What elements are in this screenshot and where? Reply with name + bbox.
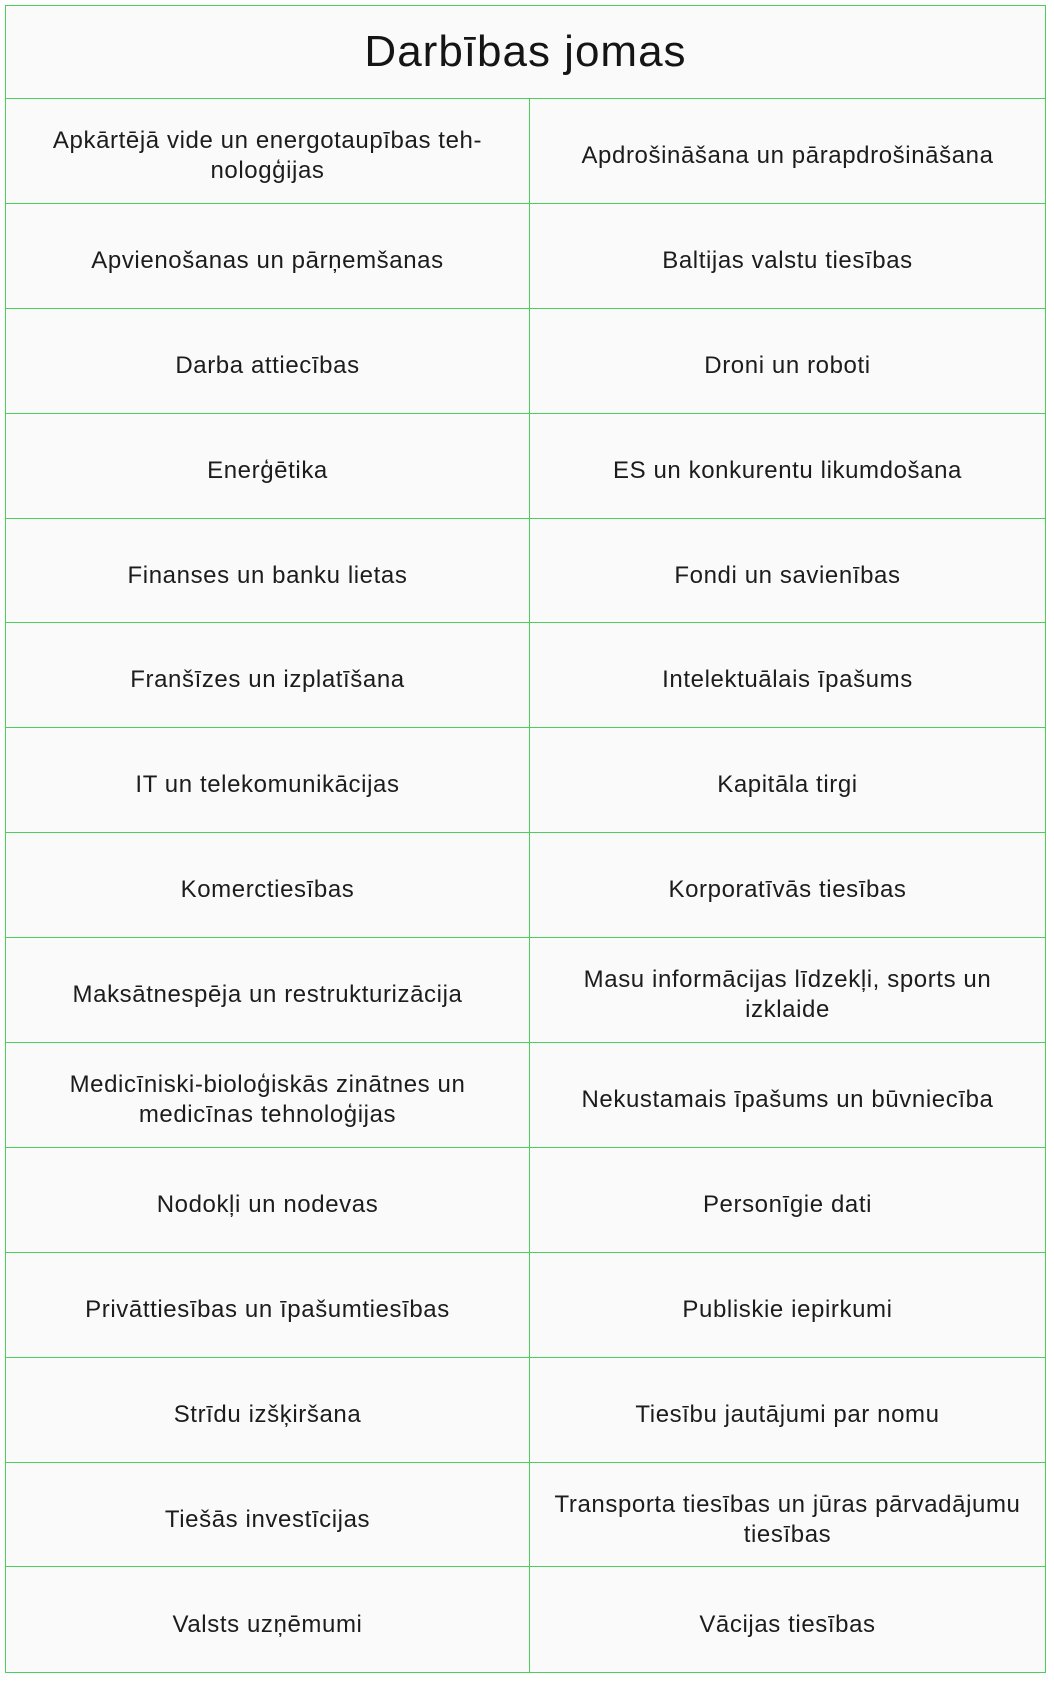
practice-area-cell: Strīdu izšķiršana	[6, 1358, 530, 1463]
practice-area-cell: Kapitāla tirgi	[530, 728, 1045, 833]
practice-area-cell: Tiešās investīcijas	[6, 1463, 530, 1568]
practice-area-cell: Darba attiecības	[6, 309, 530, 414]
practice-area-cell: Privāttiesības un īpašumtiesības	[6, 1253, 530, 1358]
practice-area-cell: Baltijas valstu tiesības	[530, 204, 1045, 309]
practice-area-cell: Franšīzes un izplatīšana	[6, 623, 530, 728]
table-body	[6, 99, 1045, 1672]
practice-area-cell: Masu informācijas līdzekļi, sports un izklaide	[530, 938, 1045, 1043]
practice-area-cell: Publiskie iepirkumi	[530, 1253, 1045, 1358]
practice-area-cell: Maksātnespēja un restrukturizācija	[6, 938, 530, 1043]
practice-area-cell: Tiesību jautājumi par nomu	[530, 1358, 1045, 1463]
practice-area-cell: Apvienošanas un pārņemšanas	[6, 204, 530, 309]
practice-areas-table	[5, 5, 1046, 1673]
practice-area-cell: Enerģētika	[6, 414, 530, 519]
practice-area-cell: Apkārtējā vide un energotaupības teh-nologģijas	[6, 99, 530, 204]
practice-area-cell: Nekustamais īpašums un būvniecība	[530, 1043, 1045, 1148]
practice-area-cell: Medicīniski-bioloģiskās zinātnes un medicīnas tehnoloģijas	[6, 1043, 530, 1148]
practice-area-cell: Vācijas tiesības	[699, 1610, 876, 1638]
practice-area-cell: ES un konkurentu likumdošana	[530, 414, 1045, 519]
practice-area-cell: Fondi un savienības	[530, 519, 1045, 624]
practice-area-cell: Korporatīvās tiesības	[530, 833, 1045, 938]
practice-area-cell: Nodokļi un nodevas	[6, 1148, 530, 1253]
practice-area-cell: Droni un roboti	[530, 309, 1045, 414]
practice-area-cell: Intelektuālais īpašums	[530, 623, 1045, 728]
practice-area-cell: Apdrošināšana un pārapdrošināšana	[530, 99, 1045, 204]
practice-area-cell: Komerctiesības	[6, 833, 530, 938]
table-header	[6, 6, 1045, 99]
practice-area-cell: Finanses un banku lietas	[6, 519, 530, 624]
table-title: Darbības jomas	[364, 27, 687, 76]
practice-area-cell: Personīgie dati	[530, 1148, 1045, 1253]
practice-area-cell: Valsts uzņēmumi	[6, 1567, 530, 1672]
practice-area-cell: Transporta tiesības un jūras pārvadājumu tiesības	[530, 1463, 1045, 1568]
practice-area-cell: IT un telekomunikācijas	[6, 728, 530, 833]
